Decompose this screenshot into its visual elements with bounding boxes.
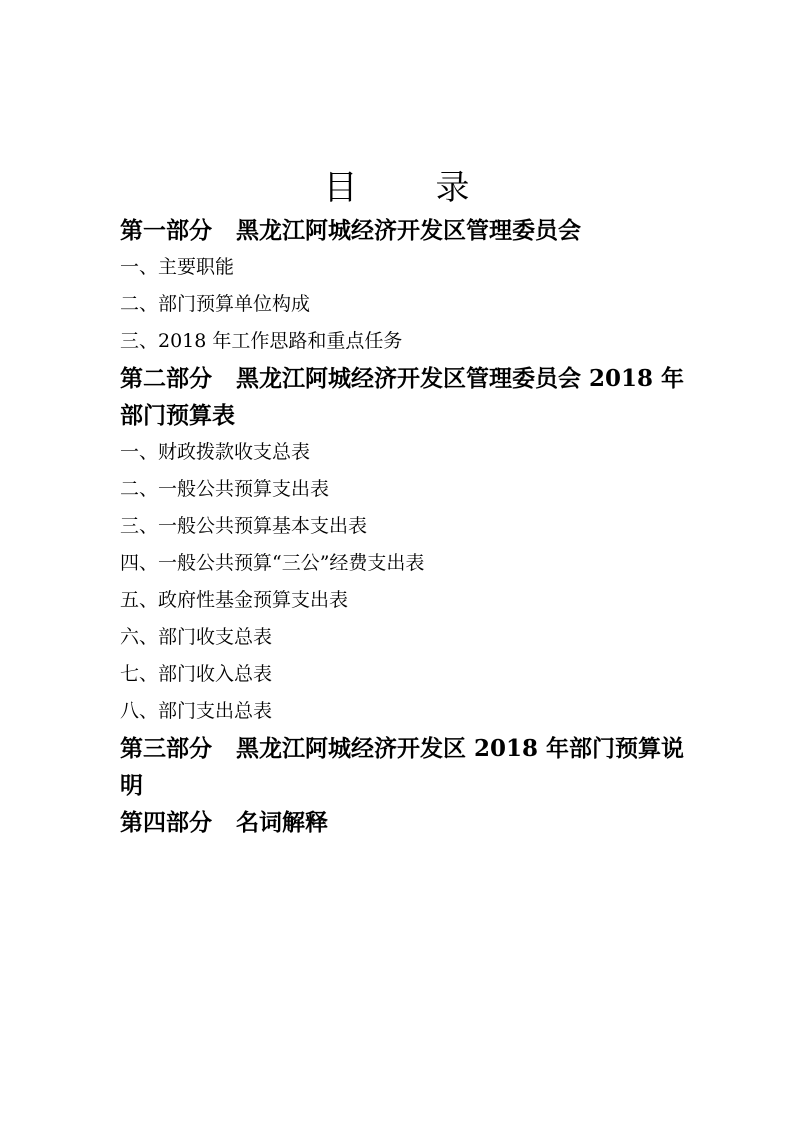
part-label: 第二部分 [120, 365, 212, 392]
part-name: 黑龙江阿城经济开发区管理委员会 [236, 217, 581, 244]
toc-part-3 [120, 730, 690, 804]
toc-item: 一、财政拨款收支总表 [120, 441, 311, 463]
toc-item: 二、一般公共预算支出表 [120, 478, 330, 500]
toc-item: 三、一般公共预算基本支出表 [120, 515, 368, 537]
part-name: 黑龙江阿城经济开发区管理委员会 2018 年部门预算表 [120, 365, 685, 429]
toc-item: 一、主要职能 [120, 256, 235, 278]
toc-part-2 [120, 360, 690, 434]
title-char-1: 目 [323, 168, 358, 208]
part-label: 第三部分 [120, 735, 212, 762]
page-title [0, 168, 793, 208]
toc-part-4 [120, 804, 690, 841]
title-char-2: 录 [435, 168, 470, 208]
toc-item: 三、2018 年工作思路和重点任务 [120, 330, 403, 352]
toc-item: 四、一般公共预算“三公”经费支出表 [120, 552, 425, 574]
toc-part-1 [120, 212, 690, 249]
part-label: 第一部分 [120, 217, 212, 244]
toc-item: 五、政府性基金预算支出表 [120, 589, 349, 611]
table-of-contents [120, 212, 690, 841]
toc-item: 二、部门预算单位构成 [120, 293, 311, 315]
part-name: 名词解释 [236, 809, 328, 836]
toc-item: 七、部门收入总表 [120, 663, 273, 685]
part-name: 黑龙江阿城经济开发区 2018 年部门预算说明 [120, 735, 685, 799]
toc-item: 六、部门收支总表 [120, 626, 273, 648]
toc-item: 八、部门支出总表 [120, 700, 273, 722]
part-label: 第四部分 [120, 809, 212, 836]
